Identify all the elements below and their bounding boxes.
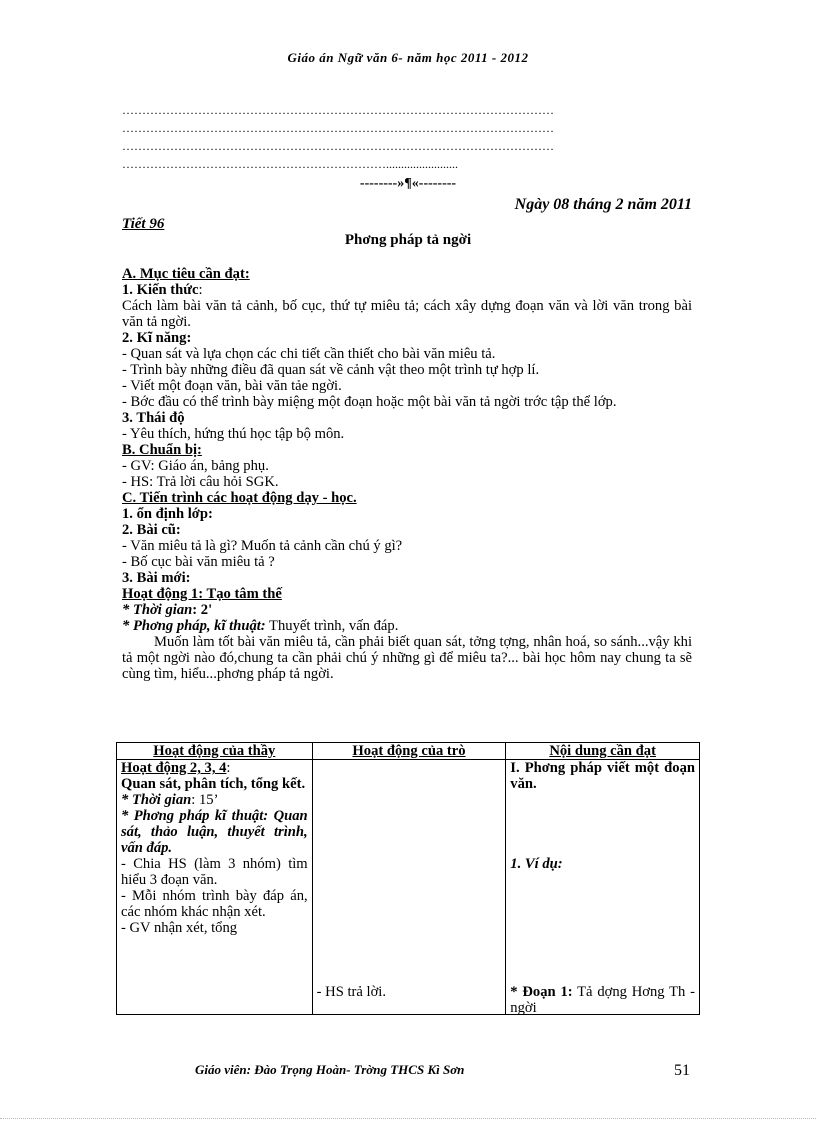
teacher-cell <box>117 760 313 1015</box>
lesson-date: Ngày 08 tháng 2 năm 2011 <box>514 196 692 213</box>
ornament-divider: --------»¶«-------- <box>359 176 457 191</box>
content-heading: I. Phơng pháp viết một đoạn văn. <box>510 760 695 792</box>
table-row <box>117 760 700 1015</box>
dotted-line: ……………………………………………………………………………………………… <box>122 139 554 153</box>
dotted-line: …………………………………………………………........................ <box>122 157 458 171</box>
old-lesson-item: - Bố cục bài văn miêu tả ? <box>122 554 275 570</box>
teacher-item: - Chia HS (làm 3 nhóm) tìm hiểu 3 đoạn văn. <box>121 856 308 888</box>
dotted-line: ……………………………………………………………………………………………… <box>122 103 554 117</box>
section-c-heading: C. Tiến trình các hoạt động dạy - học. <box>122 490 357 506</box>
teacher-item: - GV nhận xét, tổng <box>121 920 238 936</box>
activity-subtitle: Quan sát, phân tích, tổng kết. <box>121 776 306 792</box>
page-edge <box>0 1118 816 1119</box>
preparation-item: - GV: Giáo án, bảng phụ. <box>122 458 269 474</box>
page-footer: Giáo viên: Đào Trọng Hoàn- Trờng THCS Kì Sơn <box>195 1062 465 1077</box>
old-lesson-heading: 2. Bài cũ: <box>122 522 181 538</box>
activity-table <box>116 742 700 1015</box>
table-header-row <box>117 743 700 760</box>
preparation-item: - HS: Trả lời câu hỏi SGK. <box>122 474 279 490</box>
col-header-teacher: Hoạt động của thầy <box>117 743 313 760</box>
page-number: 51 <box>674 1062 690 1079</box>
new-lesson-heading: 3. Bài mới: <box>122 570 191 586</box>
class-setup: 1. ổn định lớp: <box>122 506 213 522</box>
activity-1-paragraph: Muốn làm tốt bài văn miêu tả, cần phải biết quan sát, tởng tợng, nhân hoá, so sánh...vậy khi tả một ngời nào đó,chung ta cần phải chú ý những gì để miêu ta?... bài học hôm nay chung ta sẽ cùng tìm, hiểu...phơng pháp tả ngời. <box>122 634 692 682</box>
lesson-content <box>122 266 692 682</box>
lesson-title: Phơng pháp tả ngời <box>344 232 472 248</box>
dotted-line: ……………………………………………………………………………………………… <box>122 121 554 135</box>
col-header-content: Nội dung cần đạt <box>506 743 700 760</box>
content-cell <box>506 760 700 1015</box>
activity-time: * Thời gian: 15’ <box>121 792 219 808</box>
attitude-heading: 3. Thái độ <box>122 410 185 426</box>
skills-item: - Trình bày những điều đã quan sát về cảnh vật theo một trình tự hợp lí. <box>122 362 540 378</box>
skills-heading: 2. Kĩ năng: <box>122 330 192 346</box>
student-cell <box>312 760 506 1015</box>
example-heading: 1. Ví dụ: <box>510 856 563 872</box>
activity-title: Hoạt động 2, 3, 4: <box>121 760 231 776</box>
activity-1-time: * Thời gian: 2' <box>122 602 213 618</box>
skills-item: - Bớc đầu có thể trình bày miệng một đoạn hoặc một bài văn tả ngời trớc tập thể lớp. <box>122 394 617 410</box>
col-header-student: Hoạt động của trò <box>312 743 506 760</box>
attitude-text: - Yêu thích, hứng thú học tập bộ môn. <box>122 426 345 442</box>
activity-method: * Phơng pháp kĩ thuật: Quan sát, thảo luận, thuyết trình, vấn đáp. <box>121 808 308 856</box>
section-b-heading: B. Chuẩn bị: <box>122 442 202 458</box>
knowledge-heading: 1. Kiến thức: <box>122 282 203 298</box>
activity-1-method: * Phơng pháp, kĩ thuật: Thuyết trình, vấn đáp. <box>122 618 399 634</box>
student-answer: - HS trả lời. <box>316 984 386 1000</box>
paragraph-1: * Đoạn 1: Tả dợng Hơng Th - ngời <box>510 984 695 1014</box>
page-header: Giáo án Ngữ văn 6- năm học 2011 - 2012 <box>287 50 529 65</box>
skills-item: - Quan sát và lựa chọn các chi tiết cần thiết cho bài văn miêu tả. <box>122 346 496 362</box>
teacher-item: - Mỗi nhóm trình bày đáp án, các nhóm khác nhận xét. <box>121 888 308 920</box>
skills-item: - Viết một đoạn văn, bài văn tảe ngời. <box>122 378 342 394</box>
activity-1-heading: Hoạt động 1: Tạo tâm thế <box>122 586 282 602</box>
lesson-number: Tiết 96 <box>122 216 165 232</box>
knowledge-text: Cách làm bài văn tả cảnh, bố cục, thứ tự miêu tả; cách xây dựng đoạn văn và lời văn trong bài văn tả ngời. <box>122 298 692 330</box>
old-lesson-item: - Văn miêu tả là gì? Muốn tả cảnh cần chú ý gì? <box>122 538 403 554</box>
section-a-heading: A. Mục tiêu cần đạt: <box>122 266 250 282</box>
